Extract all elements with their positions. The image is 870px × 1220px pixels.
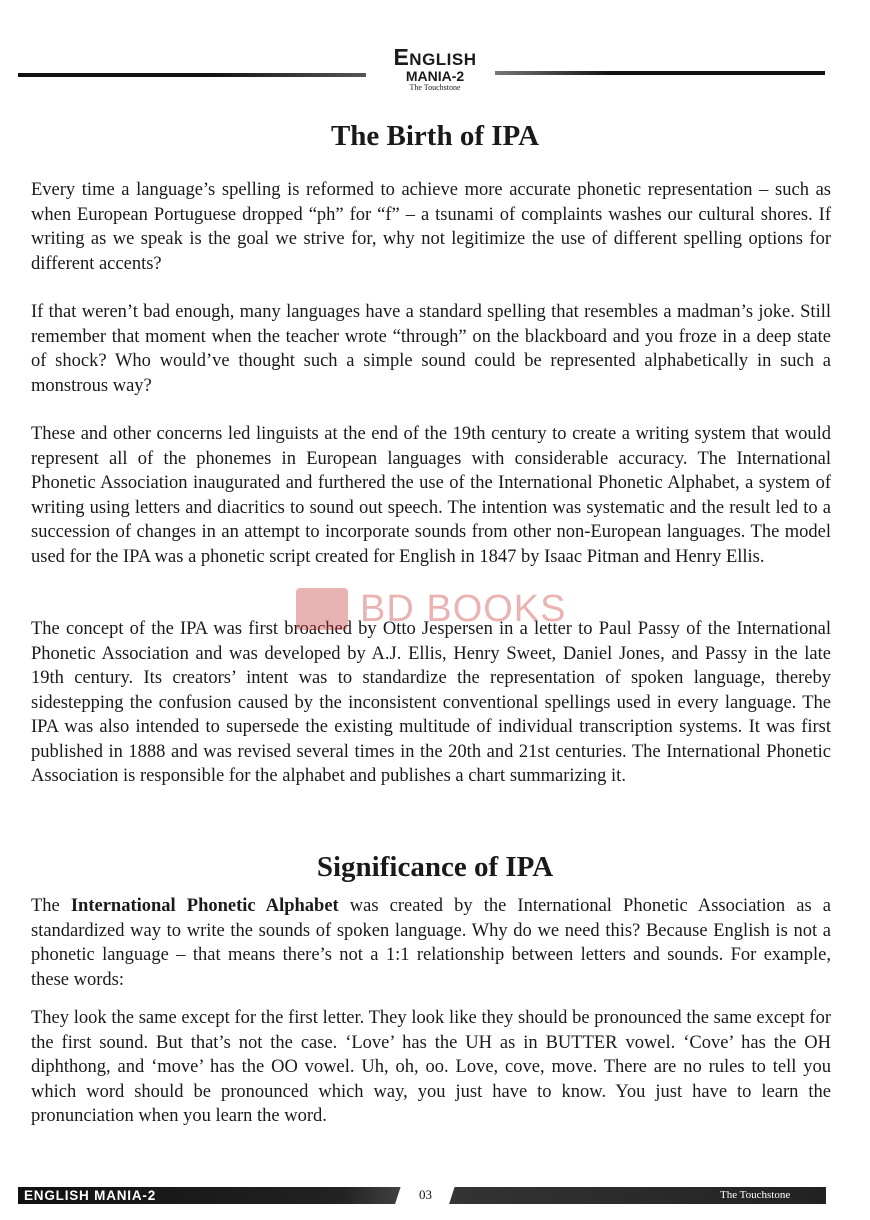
page-number: 03	[394, 1184, 455, 1206]
paragraph-3: These and other concerns led linguists at the end of the 19th century to create a writing system that would represent all of the phonemes in European languages with considerable accuracy. The International Phonetic Association inaugurated and furthered the use of the International Phonetic Alphabet, a system of writing using letters and diacritics to sound out speech. The intention was systematic and the result led to a succession of changes in an attempt to incorporate sounds from other non-European languages. The model used for the IPA was a phonetic script created for English in 1847 by Isaac Pitman and Henry Ellis.	[31, 424, 831, 567]
logo-subtitle: MANIA-2	[405, 68, 465, 84]
paragraph-5: The International Phonetic Alphabet was created by the International Phonetic Association as a standardized way to write the sounds of spoken language. Why do we need this? Because English is not a phonetic language – that means there’s not a 1:1 relationship between letters and sounds. For example, these words:	[31, 896, 831, 990]
section-title-significance: Significance of IPA	[316, 851, 554, 883]
paragraph-2: If that weren’t bad enough, many languages have a standard spelling that resembles a madman’s joke. Still remember that moment when the teacher wrote “through” on the blackboard and you froze in a deep state of shock? Who would’ve thought such a simple sound could be represented alphabetically in such a monstrous way?	[31, 302, 831, 396]
header-rule-right	[495, 71, 825, 75]
logo-tagline: The Touchstone	[409, 83, 461, 92]
watermark-text: BD BOOKS	[360, 588, 567, 630]
footer-publisher: The Touchstone	[720, 1189, 791, 1201]
section-title-birth: The Birth of IPA	[330, 120, 540, 152]
footer-book-title: ENGLISH MANIA-2	[24, 1188, 157, 1203]
logo-title: ENGLISH	[393, 44, 477, 70]
ipa-bold-term: International Phonetic Alphabet	[70, 896, 339, 916]
header-rule-left	[18, 73, 366, 77]
paragraph-6: They look the same except for the first letter. They look like they should be pronounced the same except for the first sound. But that’s not the case. ‘Love’ has the UH as in BUTTER vowel. ‘Cove’ has the OH diphthong, and ‘move’ has the OO vowel. Uh, oh, oo. Love, cove, move. There are no rules to tell you which word should be pronounced which way, you just have to know. You just have to learn the pronunciation when you learn the word.	[31, 1008, 831, 1126]
paragraph-1: Every time a language’s spelling is reformed to achieve more accurate phonetic representation – such as when European Portuguese dropped “ph” for “f” – a tsunami of complaints washes our cultural shores. If writing as we speak is the goal we strive for, why not legitimize the use of different spelling options for different accents?	[31, 180, 831, 274]
paragraph-4: The concept of the IPA was first broached by Otto Jespersen in a letter to Paul Passy of the International Phonetic Association and was developed by A.J. Ellis, Henry Sweet, Daniel Jones, and Passy in the late 19th century. Its creators’ intent was to standardize the representation of spoken language, thereby sidestepping the confusion caused by the inconsistent conventional spellings used in every language. The IPA was also intended to supersede the existing multitude of individual transcription systems. It was first published in 1888 and was revised several times in the 20th and 21st centuries. The International Phonetic Association is responsible for the alphabet and publishes a chart summarizing it.	[31, 619, 831, 786]
